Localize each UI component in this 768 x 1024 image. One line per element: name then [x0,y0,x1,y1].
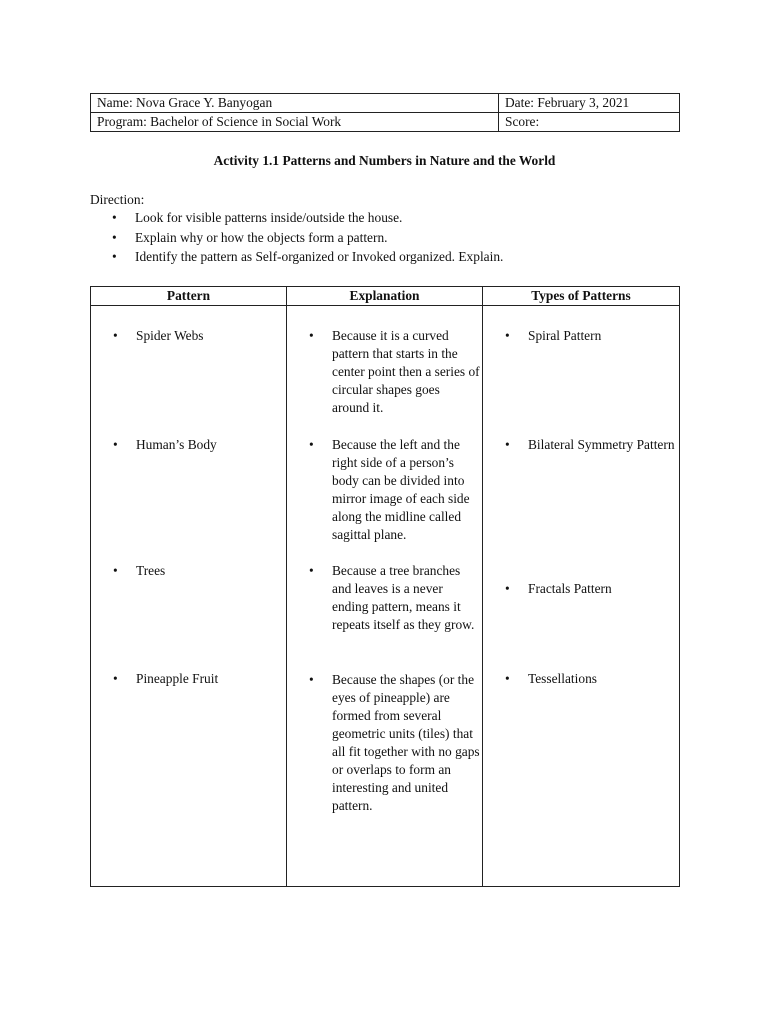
explanation-text: Because the shapes (or the eyes of pineapple) are formed from several geometric units (tiles) that all fit together with no gaps or overlaps to form an interesting and united pattern. [332,672,480,813]
bullet-icon: • [505,581,510,596]
bullet-icon: • [505,437,510,452]
pattern-name: Trees [136,563,166,578]
bullet-icon: • [309,328,314,343]
pattern-type: Fractals Pattern [528,581,612,596]
pattern-column [91,306,287,887]
explanation-text: Because it is a curved pattern that starts in the center point then a series of circular shapes goes around it. [332,328,480,415]
pattern-type: Spiral Pattern [528,328,602,343]
direction-item: • Look for visible patterns inside/outside the house. [90,209,503,229]
pattern-type: Tessellations [528,671,597,686]
explanation-text: Because a tree branches and leaves is a never ending pattern, means it repeats itself as they grow. [332,563,475,632]
pattern-name: Pineapple Fruit [136,671,219,686]
direction-item: • Explain why or how the objects form a pattern. [90,229,503,249]
direction-label: Direction: [90,192,145,207]
pattern-name: Human’s Body [136,437,217,452]
bullet-icon: • [113,328,118,343]
types-column [483,306,680,887]
bullet-icon: • [113,671,118,686]
bullet-icon: • [113,437,118,452]
column-header-explanation: Explanation [287,287,483,306]
info-row [91,94,680,113]
activity-title: Activity 1.1 Patterns and Numbers in Nature and the World [213,153,556,168]
direction-item: • Identify the pattern as Self-organized or Invoked organized. Explain. [90,248,503,268]
patterns-table [90,286,680,887]
student-info-table [90,93,680,132]
pattern-name: Spider Webs [136,328,204,343]
explanation-column [287,306,483,887]
table-body-row [91,306,680,887]
bullet-icon: • [309,672,314,687]
pattern-type: Bilateral Symmetry Pattern [528,437,675,452]
score-field: Score: [499,113,680,132]
explanation-text: Because the left and the right side of a person’s body can be divided into mirror image of each side along the midline called sagittal plane. [332,437,470,542]
column-header-types: Types of Patterns [483,287,680,306]
bullet-icon: • [113,563,118,578]
student-program: Program: Bachelor of Science in Social Work [91,113,499,132]
table-header-row [91,287,680,306]
student-name: Name: Nova Grace Y. Banyogan [91,94,499,113]
submission-date: Date: February 3, 2021 [499,94,680,113]
bullet-icon: • [505,671,510,686]
bullet-icon: • [309,437,314,452]
column-header-pattern: Pattern [91,287,287,306]
bullet-icon: • [505,328,510,343]
info-row [91,113,680,132]
direction-list [90,209,503,268]
bullet-icon: • [309,563,314,578]
